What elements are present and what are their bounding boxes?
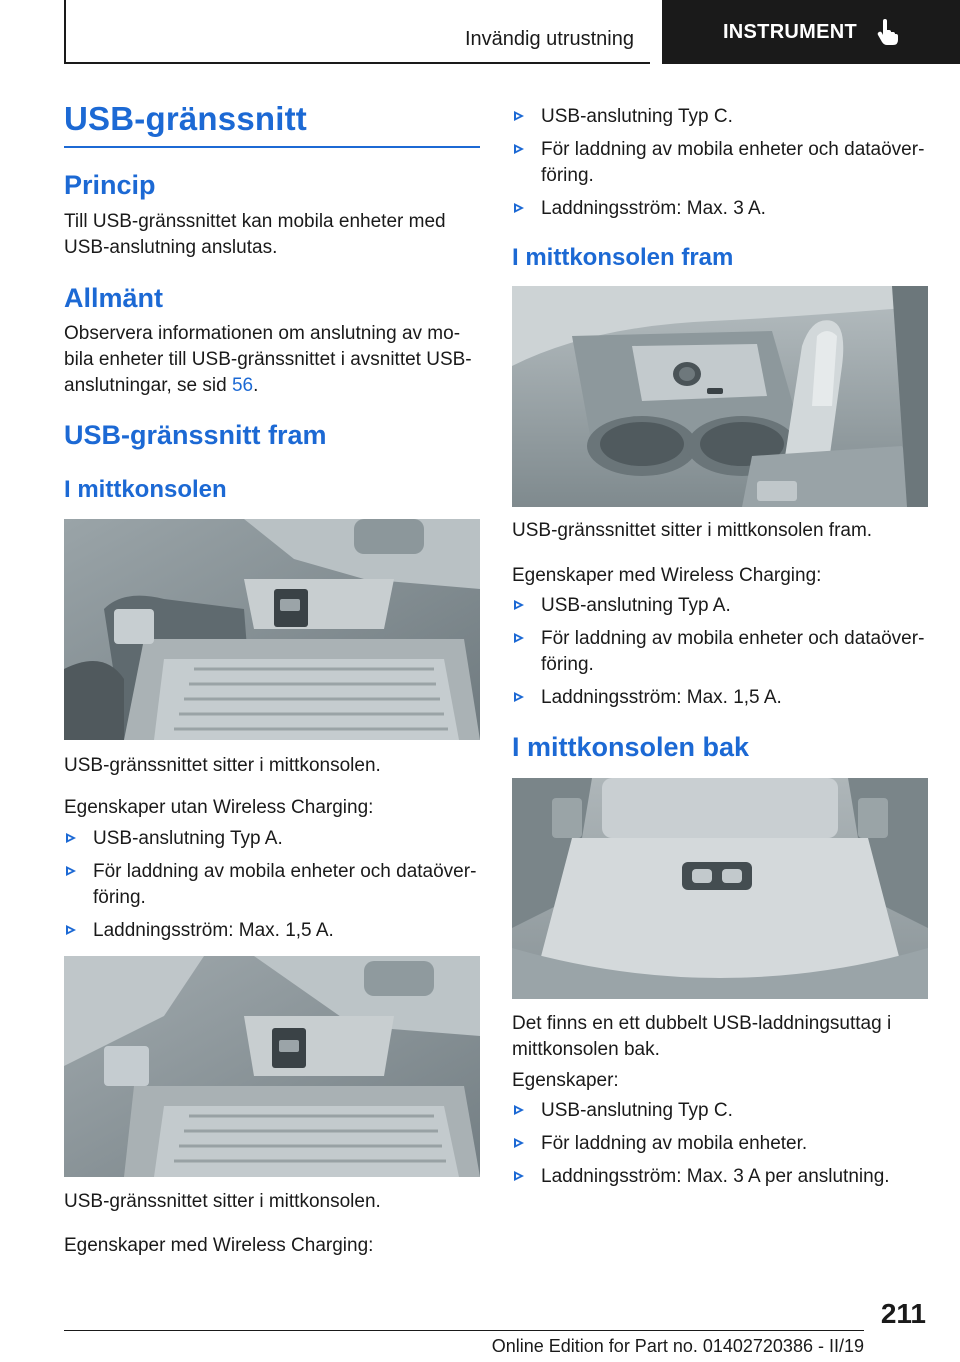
caption-front: USB-gränssnittet sitter i mittkonsolen fram. <box>512 520 873 541</box>
bullet-triangle-icon <box>514 144 524 154</box>
footer-edition: Online Edition for Part no. 01402720386 - II/19 <box>491 1336 864 1356</box>
list-item: För laddning av mobila enheter. <box>512 1131 928 1157</box>
list-item: USB-anslutning Typ A. <box>64 826 480 852</box>
bullet-triangle-icon <box>514 1171 524 1181</box>
list-rear-console <box>512 1098 928 1197</box>
list-item: USB-anslutning Typ C. <box>512 1098 928 1124</box>
bullet-triangle-icon <box>66 833 76 843</box>
console-photo-1 <box>64 519 480 740</box>
footer-rule <box>64 1330 864 1331</box>
bullet-triangle-icon <box>514 633 524 643</box>
page-number: 211 <box>880 1298 926 1329</box>
list-item: För laddning av mobila enheter och dataöver‐föring. <box>64 859 480 911</box>
list-item: Laddningsström: Max. 1,5 A. <box>512 685 928 711</box>
list-item: USB-anslutning Typ A. <box>512 593 928 619</box>
bullet-triangle-icon <box>514 692 524 702</box>
caption-1: USB-gränssnittet sitter i mittkonsolen. <box>64 755 381 776</box>
general-heading: Allmänt <box>64 283 164 313</box>
header-left-rule <box>64 0 66 64</box>
bullet-triangle-icon <box>514 203 524 213</box>
list-without-wireless <box>64 826 480 951</box>
page-title: USB-gränssnitt <box>64 100 307 137</box>
list-wireless-typec <box>512 104 928 229</box>
page-link[interactable]: 56 <box>231 375 254 396</box>
list-item: Laddningsström: Max. 3 A per anslutning. <box>512 1164 928 1190</box>
hand-pointer-icon <box>877 19 899 45</box>
list-item: USB-anslutning Typ C. <box>512 104 928 130</box>
console-photo-2 <box>64 956 480 1177</box>
props-without-wireless: Egenskaper utan Wireless Charging: <box>64 797 374 818</box>
caption-2: USB-gränssnittet sitter i mittkonsolen. <box>64 1191 381 1212</box>
header-tab-label: INSTRUMENT <box>722 20 858 43</box>
header-bottom-rule <box>64 62 650 64</box>
list-item: Laddningsström: Max. 1,5 A. <box>64 918 480 944</box>
list-item: För laddning av mobila enheter och dataöver‐föring. <box>512 626 928 678</box>
props-rear: Egenskaper: <box>512 1070 619 1091</box>
props-with-wireless-right: Egenskaper med Wireless Charging: <box>512 565 822 586</box>
console-heading: I mittkonsolen <box>64 476 227 503</box>
front-console-photo <box>512 286 928 507</box>
bullet-triangle-icon <box>514 1105 524 1115</box>
list-item: För laddning av mobila enheter och dataöver‐föring. <box>512 137 928 189</box>
bullet-triangle-icon <box>514 600 524 610</box>
list-item: Laddningsström: Max. 3 A. <box>512 196 928 222</box>
front-console-heading: I mittkonsolen fram <box>512 244 734 271</box>
props-with-wireless-left: Egenskaper med Wireless Charging: <box>64 1235 374 1256</box>
title-rule <box>64 146 480 148</box>
bullet-triangle-icon <box>514 1138 524 1148</box>
principle-heading: Princip <box>64 170 156 200</box>
bullet-triangle-icon <box>514 111 524 121</box>
general-text: Observera informationen om anslutning av mo‐bila enheter till USB-gränssnittet i avsnittet USB-anslutningar, se sid 56. <box>64 323 472 396</box>
bullet-triangle-icon <box>66 925 76 935</box>
principle-text: Till USB-gränssnittet kan mobila enheter med USB-anslutning anslutas. <box>64 211 446 258</box>
rear-heading: I mittkonsolen bak <box>512 732 750 762</box>
caption-rear: Det finns en ett dubbelt USB-laddningsuttag i mittkonsolen bak. <box>512 1013 892 1060</box>
list-front-console <box>512 593 928 718</box>
front-heading: USB-gränssnitt fram <box>64 420 327 450</box>
header-section-title: Invändig utrustning <box>464 28 634 50</box>
rear-console-photo <box>512 778 928 999</box>
header-chapter-tab[interactable] <box>662 0 960 64</box>
bullet-triangle-icon <box>66 866 76 876</box>
